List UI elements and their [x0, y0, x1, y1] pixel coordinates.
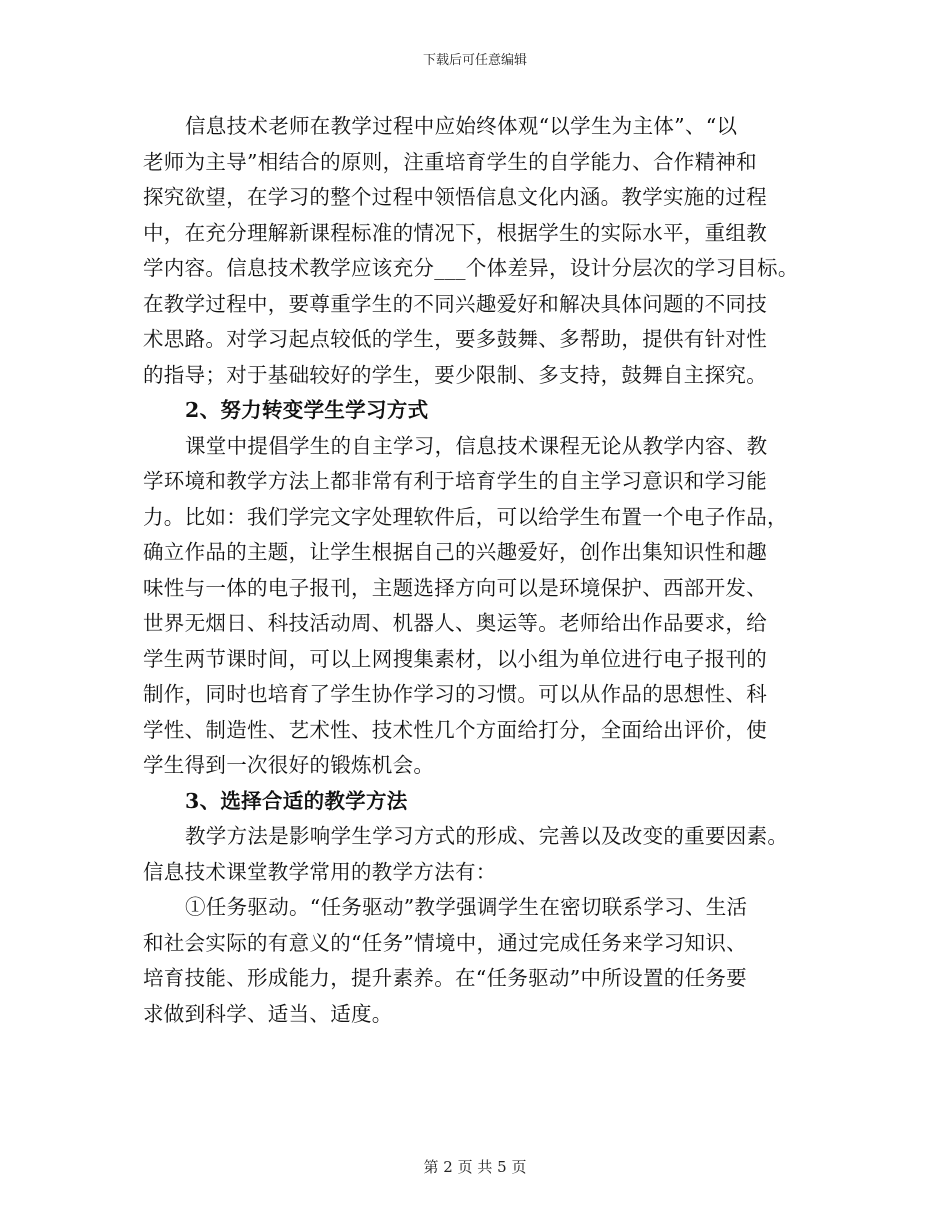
paragraph-line: 确立作品的主题，让学生根据自己的兴趣爱好，创作出集知识性和趣 [143, 540, 767, 564]
paragraph-line: 在教学过程中，要尊重学生的不同兴趣爱好和解决具体问题的不同技 [143, 291, 767, 316]
paragraph-line: 力。比如：我们学完文字处理软件后，可以给学生布置一个电子作品， [143, 504, 788, 529]
paragraph-line: 味性与一体的电子报刊，主题选择方向可以是环境保护、西部开发、 [143, 575, 767, 600]
paragraph-line: 和社会实际的有意义的“任务”情境中，通过完成任务来学习知识、 [143, 930, 747, 955]
paragraph-line: 学生两节课时间，可以上网搜集素材，以小组为单位进行电子报刊的 [143, 646, 767, 671]
section-heading: 2、努力转变学生学习方式 [185, 398, 429, 422]
paragraph-line: 制作，同时也培育了学生协作学习的习惯。可以从作品的思想性、科 [143, 682, 767, 706]
paragraph-line: 培育技能、形成能力，提升素养。在“任务驱动”中所设置的任务要 [143, 966, 747, 990]
page-number: 第 2 页 共 5 页 [423, 1158, 527, 1176]
paragraph-line: 学环境和教学方法上都非常有利于培育学生的自主学习意识和学习能 [143, 469, 767, 493]
paragraph-line: 学生得到一次很好的锻炼机会。 [143, 753, 435, 777]
paragraph-line: 课堂中提倡学生的自主学习，信息技术课程无论从教学内容、教 [185, 433, 768, 458]
paragraph-line: ①任务驱动。“任务驱动”教学强调学生在密切联系学习、生活 [185, 895, 748, 919]
paragraph-line: 术思路。对学习起点较低的学生，要多鼓舞、多帮助，提供有针对性 [143, 327, 767, 351]
page-header: 下载后可任意编辑 [422, 53, 527, 68]
paragraph-line: 信息技术课堂教学常用的教学方法有： [143, 859, 497, 884]
paragraph-line: 求做到科学、适当、适度。 [143, 1001, 393, 1026]
paragraph-line: 老师为主导”相结合的原则，注重培育学生的自学能力、合作精神和 [143, 149, 757, 174]
paragraph-line: 世界无烟日、科技活动周、机器人、奥运等。老师给出作品要求，给 [143, 611, 767, 635]
paragraph-line: 信息技术老师在教学过程中应始终体观“以学生为主体”、“以 [185, 114, 738, 138]
document-body [143, 109, 823, 1032]
paragraph-line: 中，在充分理解新课程标准的情况下，根据学生的实际水平，重组教 [143, 220, 767, 245]
paragraph-line: 学性、制造性、艺术性、技术性几个方面给打分，全面给出评价，使 [143, 717, 767, 742]
paragraph-line: 的指导；对于基础较好的学生，要少限制、多支持，鼓舞自主探究。 [143, 362, 767, 387]
section-heading: 3、选择合适的教学方法 [185, 788, 408, 813]
paragraph-line: 教学方法是影响学生学习方式的形成、完善以及改变的重要因素。 [185, 824, 789, 848]
paragraph-line: 学内容。信息技术教学应该充分___个体差异，设计分层次的学习目标。 [143, 256, 799, 280]
paragraph-line: 探究欲望，在学习的整个过程中领悟信息文化内涵。教学实施的过程 [143, 185, 767, 209]
